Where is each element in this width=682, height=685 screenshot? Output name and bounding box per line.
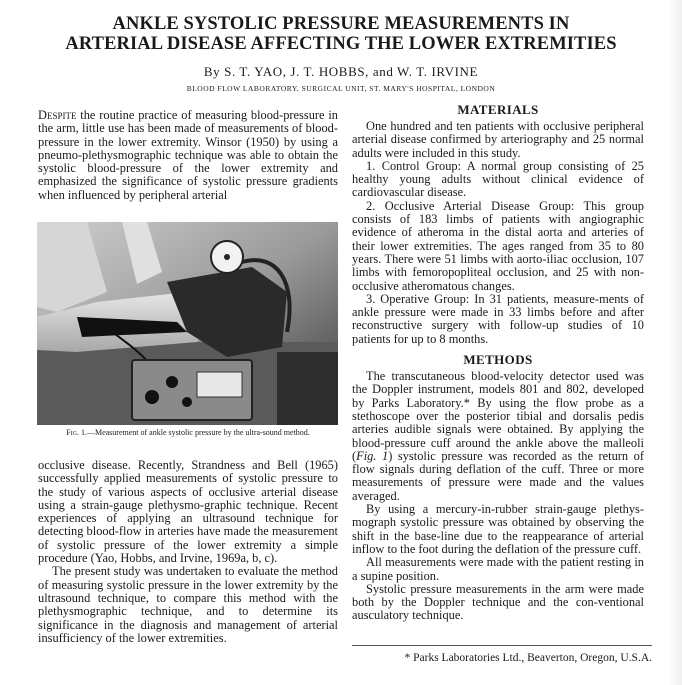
- article-title-line-1: ANKLE SYSTOLIC PRESSURE MEASUREMENTS IN: [112, 14, 570, 34]
- intro-continuation: occlusive disease. Recently, Strandness and Bell (1965) successfully applied measurements of systolic pressure to the study of various aspects of occlusive arterial disease using a strain-gauge plethysmo-graphic technique. Recent experiences of applying an ultrasound technique for detecting blood-flow in arteries have made the measurement of systolic pressure of the lower extremity a simple procedure (Yao, Hobbs, and Irvine, 1969a, b, c).: [38, 458, 338, 566]
- intro-lead-word: Despite: [38, 108, 77, 122]
- intro-paragraph-bottom: [38, 459, 338, 645]
- author-list: By S. T. YAO, J. T. HOBBS, and W. T. IRVINE: [203, 64, 479, 79]
- figure-caption-text: —Measurement of ankle systolic pressure by the ultra-sound method.: [86, 428, 310, 437]
- methods-paragraph-2: By using a mercury-in-rubber strain-gauge plethys-mograph systolic pressure was obtained by observing the shift in the base-line due to the reappearance of arterial inflow to the foot during the deflation of the pressure cuff.: [352, 502, 644, 556]
- intro-paragraph-top: [38, 109, 338, 202]
- figure-reference: Fig. 1: [356, 448, 389, 463]
- figure-caption: [38, 428, 338, 437]
- methods-paragraph-3: All measurements were made with the patient resting in a supine position.: [352, 555, 644, 583]
- materials-paragraph-2: 1. Control Group: A normal group consisting of 25 healthy young adults without clinical evidence of cardiovascular disease.: [352, 158, 644, 200]
- methods-paragraph-4: Systolic pressure measurements in the arm were made both by the Doppler technique and the con-ventional ausculatory technique.: [352, 581, 644, 623]
- intro-paragraph-2: The present study was undertaken to evaluate the method of measuring systolic pressure in the lower extremity by the ultrasound technique, to compare this method with the plethysmographic technique, and to determine its significance in the diagnosis and management of arterial insufficiency of the lower extremities.: [38, 564, 338, 645]
- page-edge-shadow: [668, 0, 682, 685]
- materials-paragraph-1: One hundred and ten patients with occlusive peripheral arterial disease confirmed by arteriography and 25 normal adults were included in this study.: [352, 119, 644, 160]
- right-column: [352, 103, 644, 623]
- materials-heading: MATERIALS: [457, 102, 539, 117]
- footnote-rule: [352, 645, 652, 646]
- figure-photograph: [37, 222, 338, 425]
- figure-caption-label: Fig. 1.: [66, 428, 87, 437]
- materials-paragraph-3: 2. Occlusive Arterial Disease Group: This group consists of 183 limbs of patients with angiographic evidence of atheroma in the distal aorta and arteries of their lower extremities. The ages ranged from 35 to 80 years. There were 51 limbs with aorto-iliac occlusion, 107 limbs with femoropopliteal occlusion, and 25 with non-occlusive atheromatous changes.: [352, 198, 644, 293]
- methods-heading: METHODS: [463, 352, 533, 368]
- article-title-line-2: ARTERIAL DISEASE AFFECTING THE LOWER EXTREMITIES: [65, 34, 617, 54]
- intro-text: the routine practice of measuring blood-pressure in the arm, little use has been made of measurements of blood-pressure in the lower extremity. Winsor (1950) by using a pneumo-plethysmographic technique was able to obtain the systolic blood-pressure of the lower extremity and emphasized the significance of systolic pressure gradients when influenced by peripheral arterial: [38, 108, 338, 202]
- methods-paragraph-1: The transcutaneous blood-velocity detector used was the Doppler instrument, models 801 and 802, developed by Parks Laboratory.* By using the flow probe as a stethoscope over the posterior tibial and dorsalis pedis arteries audible signals were obtained. By applying the blood-pressure cuff around the ankle above the malleoli (Fig. 1) systolic pressure was recorded as the return of flow signals during deflation of the cuff. Three or more measurements of pressure were made and the values averaged.: [352, 369, 644, 503]
- affiliation: BLOOD FLOW LABORATORY, SURGICAL UNIT, ST. MARY'S HOSPITAL, LONDON: [186, 84, 496, 93]
- doppler-apparatus-photo: [37, 222, 338, 425]
- materials-paragraph-4: 3. Operative Group: In 31 patients, measure-ments of ankle pressure were made in 33 limbs before and after reconstructive surgery with follow-up studies of 10 patients for up to 8 months.: [352, 291, 644, 346]
- footnote: * Parks Laboratories Ltd., Beaverton, Oregon, U.S.A.: [404, 652, 652, 664]
